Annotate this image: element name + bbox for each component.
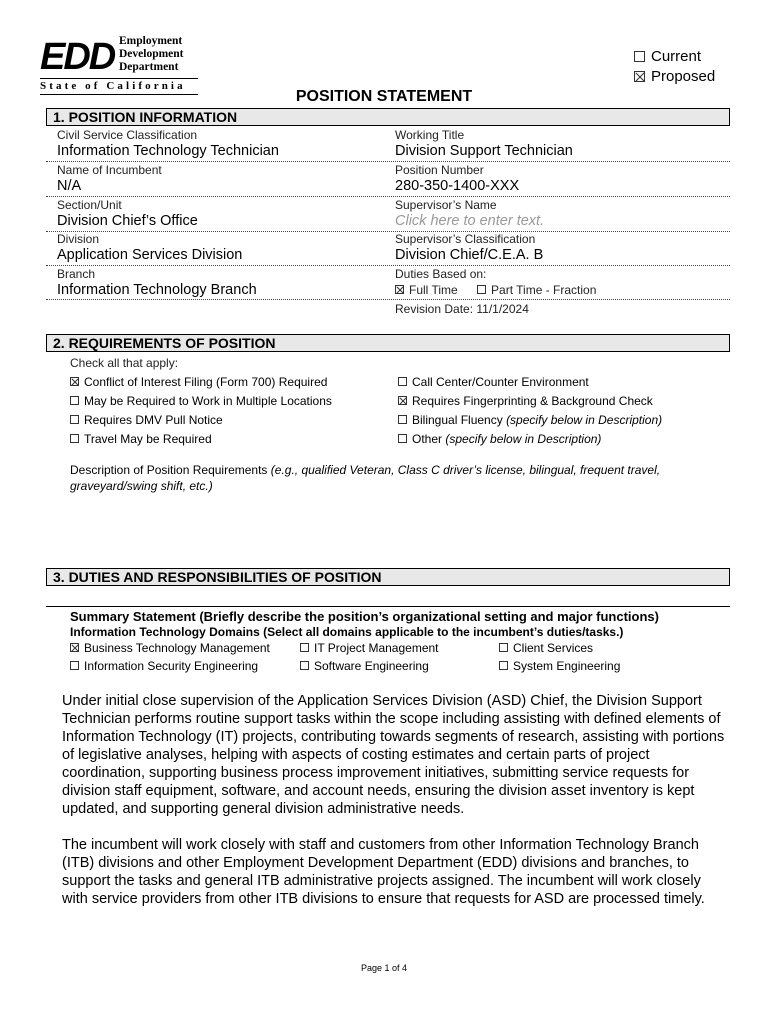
full-time-label: Full Time — [409, 283, 458, 297]
row-divider — [46, 231, 730, 232]
description-of-requirements — [70, 462, 720, 494]
req-travel[interactable] — [70, 432, 212, 446]
page-number: Page 1 of 4 — [360, 963, 408, 973]
checkbox-part-time[interactable] — [477, 285, 486, 294]
req-label: Requires DMV Pull Notice — [84, 413, 223, 427]
checkbox-domain[interactable] — [499, 661, 508, 670]
domain-label: Information Security Engineering — [84, 659, 259, 673]
logo-state: State of California — [40, 80, 186, 92]
req-label: Travel May be Required — [84, 432, 212, 446]
duties-based-options — [395, 283, 596, 297]
domain-label: Business Technology Management — [84, 641, 270, 655]
req-label: Call Center/Counter Environment — [412, 375, 589, 389]
checkbox-domain[interactable] — [300, 643, 309, 652]
working-title-field[interactable]: Division Support Technician — [395, 143, 573, 159]
status-current[interactable] — [634, 48, 701, 66]
logo-department-name — [119, 35, 184, 74]
req-call-center[interactable] — [398, 375, 589, 389]
row-divider — [46, 299, 730, 300]
row-divider — [46, 196, 730, 197]
civil-service-label: Civil Service Classification — [57, 128, 198, 142]
checkbox-domain[interactable] — [70, 661, 79, 670]
checkbox-req[interactable] — [70, 434, 79, 443]
division-field[interactable]: Application Services Division — [57, 247, 243, 263]
description-note: (e.g., qualified Veteran, Class C driver’s license, bilingual, frequent travel, graveyard/swing shift, etc.) — [70, 463, 661, 493]
domain-label: System Engineering — [513, 659, 621, 673]
part-time-option[interactable] — [477, 283, 596, 297]
section-unit-field[interactable]: Division Chief’s Office — [57, 213, 198, 229]
logo-line-1: Employment — [119, 35, 183, 47]
page-title: POSITION STATEMENT — [295, 88, 473, 105]
checkbox-req[interactable] — [398, 396, 407, 405]
domain-label: IT Project Management — [314, 641, 439, 655]
req-label: May be Required to Work in Multiple Locations — [84, 394, 332, 408]
domains-heading: Information Technology Domains (Select all domains applicable to the incumbent’s duties/tasks.) — [70, 625, 624, 639]
branch-label: Branch — [57, 267, 96, 281]
duties-based-label: Duties Based on: — [395, 267, 487, 281]
checkbox-req[interactable] — [398, 415, 407, 424]
req-label: Requires Fingerprinting & Background Check — [412, 394, 653, 408]
revision-date: Revision Date: 11/1/2024 — [395, 302, 529, 316]
domain-information-security[interactable] — [70, 659, 258, 673]
req-other[interactable] — [398, 432, 601, 446]
checkbox-full-time[interactable] — [395, 285, 404, 294]
domain-business-technology[interactable] — [70, 641, 270, 655]
req-dmv-pull-notice[interactable] — [70, 413, 223, 427]
checkbox-domain[interactable] — [70, 643, 79, 652]
domain-it-project-management[interactable] — [300, 641, 439, 655]
section-3-heading: 3. DUTIES AND RESPONSIBILITIES OF POSITION — [46, 568, 730, 586]
req-multiple-locations[interactable] — [70, 394, 332, 408]
position-number-field[interactable]: 280-350-1400-XXX — [395, 178, 520, 194]
incumbent-label: Name of Incumbent — [57, 163, 162, 177]
req-label: Bilingual Fluency — [412, 413, 503, 427]
row-divider — [46, 161, 730, 162]
checkbox-req[interactable] — [70, 377, 79, 386]
status-proposed[interactable] — [634, 68, 715, 86]
part-time-label: Part Time - Fraction — [491, 283, 597, 297]
checkbox-req[interactable] — [398, 434, 407, 443]
position-number-label: Position Number — [395, 163, 484, 177]
section-2-heading: 2. REQUIREMENTS OF POSITION — [46, 334, 730, 352]
status-current-label: Current — [651, 48, 702, 65]
domain-label: Software Engineering — [314, 659, 429, 673]
section-1-heading: 1. POSITION INFORMATION — [46, 108, 730, 126]
domain-system-engineering[interactable] — [499, 659, 620, 673]
req-label: Other — [412, 432, 443, 446]
checkbox-req[interactable] — [70, 396, 79, 405]
logo-divider — [40, 78, 198, 79]
row-divider — [46, 265, 730, 266]
summary-heading: Summary Statement (Briefly describe the position’s organizational setting and major functions) — [70, 609, 659, 624]
checkbox-req[interactable] — [70, 415, 79, 424]
domain-client-services[interactable] — [499, 641, 593, 655]
working-title-label: Working Title — [395, 128, 465, 142]
description-label: Description of Position Requirements — [70, 463, 268, 477]
civil-service-field[interactable]: Information Technology Technician — [57, 143, 279, 159]
req-note: (specify below in Description) — [506, 413, 663, 427]
req-note: (specify below in Description) — [445, 432, 602, 446]
division-label: Division — [57, 232, 100, 246]
checkbox-domain[interactable] — [300, 661, 309, 670]
supervisor-name-label: Supervisor’s Name — [395, 198, 497, 212]
req-label: Conflict of Interest Filing (Form 700) Required — [84, 375, 328, 389]
req-conflict-of-interest[interactable] — [70, 375, 327, 389]
full-time-option[interactable] — [395, 283, 458, 297]
supervisor-class-label: Supervisor’s Classification — [395, 232, 536, 246]
logo-line-2: Development — [119, 48, 184, 60]
domain-software-engineering[interactable] — [300, 659, 429, 673]
checkbox-req[interactable] — [398, 377, 407, 386]
status-proposed-label: Proposed — [651, 68, 716, 85]
check-all-label: Check all that apply: — [70, 356, 179, 370]
supervisor-name-field[interactable]: Click here to enter text. — [395, 213, 545, 229]
checkbox-proposed[interactable] — [634, 71, 645, 82]
supervisor-class-field[interactable]: Division Chief/C.E.A. B — [395, 247, 544, 263]
domain-label: Client Services — [513, 641, 594, 655]
req-fingerprinting[interactable] — [398, 394, 653, 408]
edd-logo: EDD — [40, 36, 115, 78]
summary-paragraph-1: Under initial close supervision of the Application Services Division (ASD) Chief, the Division Support Technician performs routine support tasks within the scope including assisting with defined elements of Information Technology (IT) projects, contributing towards segments of research, assisting with portions of legislative analyses, helping with aspects of costing estimates and certain parts of project coordination, supporting business process improvement initiatives, submitting service requests for division staff equipment, software, and account needs, ensuring the division asset inventory is kept updated, and supporting general division administrative needs. — [62, 693, 725, 817]
logo-line-3: Department — [119, 61, 179, 73]
section-unit-label: Section/Unit — [57, 198, 122, 212]
req-bilingual[interactable] — [398, 413, 662, 427]
incumbent-field[interactable]: N/A — [57, 178, 82, 194]
checkbox-domain[interactable] — [499, 643, 508, 652]
summary-paragraph-2: The incumbent will work closely with staff and customers from other Information Technology Branch (ITB) divisions and other Employment Development Department (EDD) divisions and branches, to support the tasks and general ITB administrative projects assigned. The incumbent will work closely with service providers from other ITB divisions to ensure that requests for ASD are processed timely. — [62, 837, 705, 907]
branch-field[interactable]: Information Technology Branch — [57, 282, 257, 298]
summary-rule — [46, 606, 730, 607]
checkbox-current[interactable] — [634, 51, 645, 62]
